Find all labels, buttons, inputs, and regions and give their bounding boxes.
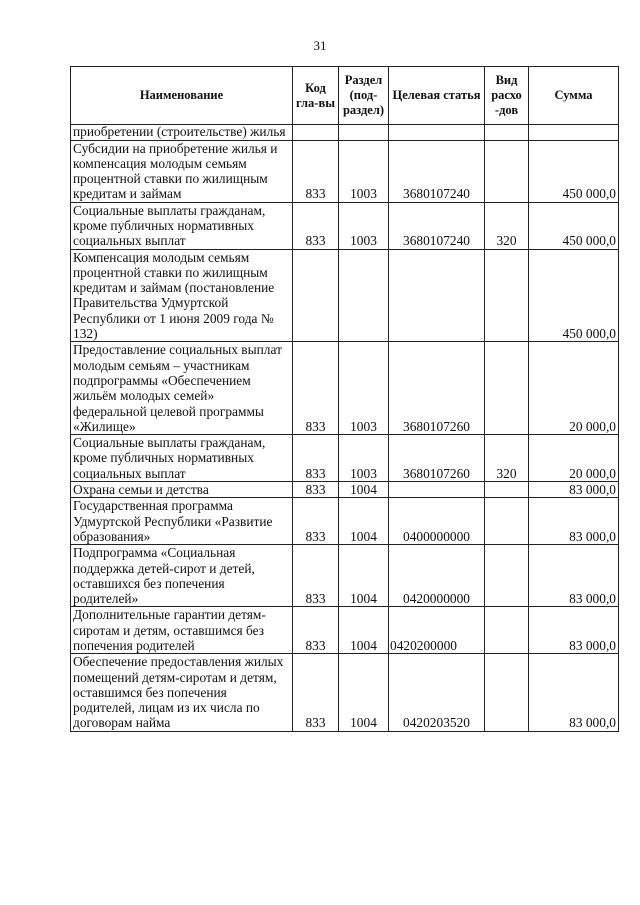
row-article <box>389 249 485 342</box>
row-section <box>339 125 389 141</box>
row-sum: 20 000,0 <box>529 342 619 435</box>
row-article: 0420203520 <box>389 654 485 731</box>
row-sum: 450 000,0 <box>529 249 619 342</box>
row-name: Предоставление социальных выплат молодым семьям – участникам подпрограммы «Обеспечением жильём молодых семей» федеральной целевой программы «Жилище» <box>71 342 293 435</box>
row-section: 1004 <box>339 498 389 545</box>
header-section: Раздел (под-раздел) <box>339 67 389 125</box>
header-article: Целевая статья <box>389 67 485 125</box>
row-code <box>293 125 339 141</box>
row-code: 833 <box>293 435 339 482</box>
row-sum: 83 000,0 <box>529 607 619 654</box>
row-name: Компенсация молодым семьям процентной ставки по жилищным кредитам и займам (постановление Правительства Удмуртской Республики от 1 июня 2009 года № 132) <box>71 249 293 342</box>
row-sum: 20 000,0 <box>529 435 619 482</box>
row-name: Обеспечение предоставления жилых помещений детям-сиротам и детям, оставшимся без попечения родителей, лицам из их числа по договорам найма <box>71 654 293 731</box>
header-code: Код гла-вы <box>293 67 339 125</box>
row-name: Государственная программа Удмуртской Республики «Развитие образования» <box>71 498 293 545</box>
row-type <box>485 498 529 545</box>
row-section: 1003 <box>339 342 389 435</box>
table-header-row <box>71 67 619 125</box>
table-row <box>71 202 619 249</box>
row-code: 833 <box>293 607 339 654</box>
row-name: Социальные выплаты гражданам, кроме публичных нормативных социальных выплат <box>71 202 293 249</box>
row-article: 3680107240 <box>389 140 485 202</box>
row-type <box>485 342 529 435</box>
page-number: 31 <box>313 38 327 53</box>
table-row <box>71 482 619 498</box>
row-name: приобретении (строительстве) жилья <box>71 125 293 141</box>
row-article: 3680107260 <box>389 342 485 435</box>
row-code: 833 <box>293 342 339 435</box>
table-row <box>71 654 619 731</box>
row-sum <box>529 125 619 141</box>
budget-table <box>70 66 619 732</box>
row-section: 1003 <box>339 202 389 249</box>
row-article <box>389 482 485 498</box>
table-row <box>71 498 619 545</box>
row-type: 320 <box>485 202 529 249</box>
table-row <box>71 435 619 482</box>
header-type: Вид расхо -дов <box>485 67 529 125</box>
row-article <box>389 125 485 141</box>
row-code: 833 <box>293 482 339 498</box>
row-sum: 83 000,0 <box>529 654 619 731</box>
header-sum: Сумма <box>529 67 619 125</box>
row-article: 3680107260 <box>389 435 485 482</box>
row-article: 0400000000 <box>389 498 485 545</box>
table-row <box>71 545 619 607</box>
row-section: 1004 <box>339 607 389 654</box>
row-name: Охрана семьи и детства <box>71 482 293 498</box>
row-section: 1004 <box>339 482 389 498</box>
row-code: 833 <box>293 140 339 202</box>
header-name: Наименование <box>71 67 293 125</box>
row-sum: 83 000,0 <box>529 545 619 607</box>
row-section: 1003 <box>339 435 389 482</box>
row-section <box>339 249 389 342</box>
row-type <box>485 607 529 654</box>
row-type <box>485 654 529 731</box>
table-row <box>71 342 619 435</box>
table-row <box>71 125 619 141</box>
row-name: Подпрограмма «Социальная поддержка детей-сирот и детей, оставшихся без попечения родителей» <box>71 545 293 607</box>
row-sum: 450 000,0 <box>529 140 619 202</box>
row-code: 833 <box>293 654 339 731</box>
row-sum: 83 000,0 <box>529 482 619 498</box>
row-type <box>485 545 529 607</box>
table-row <box>71 140 619 202</box>
row-name: Социальные выплаты гражданам, кроме публичных нормативных социальных выплат <box>71 435 293 482</box>
row-article: 3680107240 <box>389 202 485 249</box>
row-sum: 450 000,0 <box>529 202 619 249</box>
row-article: 0420000000 <box>389 545 485 607</box>
row-section: 1003 <box>339 140 389 202</box>
table-row <box>71 249 619 342</box>
row-name: Субсидии на приобретение жилья и компенсация молодым семьям процентной ставки по жилищным кредитам и займам <box>71 140 293 202</box>
row-sum: 83 000,0 <box>529 498 619 545</box>
row-article: 0420200000 <box>389 607 485 654</box>
row-section: 1004 <box>339 654 389 731</box>
row-type <box>485 249 529 342</box>
row-section: 1004 <box>339 545 389 607</box>
row-type <box>485 140 529 202</box>
row-code: 833 <box>293 202 339 249</box>
row-code: 833 <box>293 498 339 545</box>
row-type: 320 <box>485 435 529 482</box>
row-code <box>293 249 339 342</box>
row-type <box>485 482 529 498</box>
row-code: 833 <box>293 545 339 607</box>
table-row <box>71 607 619 654</box>
row-name: Дополнительные гарантии детям-сиротам и детям, оставшимся без попечения родителей <box>71 607 293 654</box>
row-type <box>485 125 529 141</box>
